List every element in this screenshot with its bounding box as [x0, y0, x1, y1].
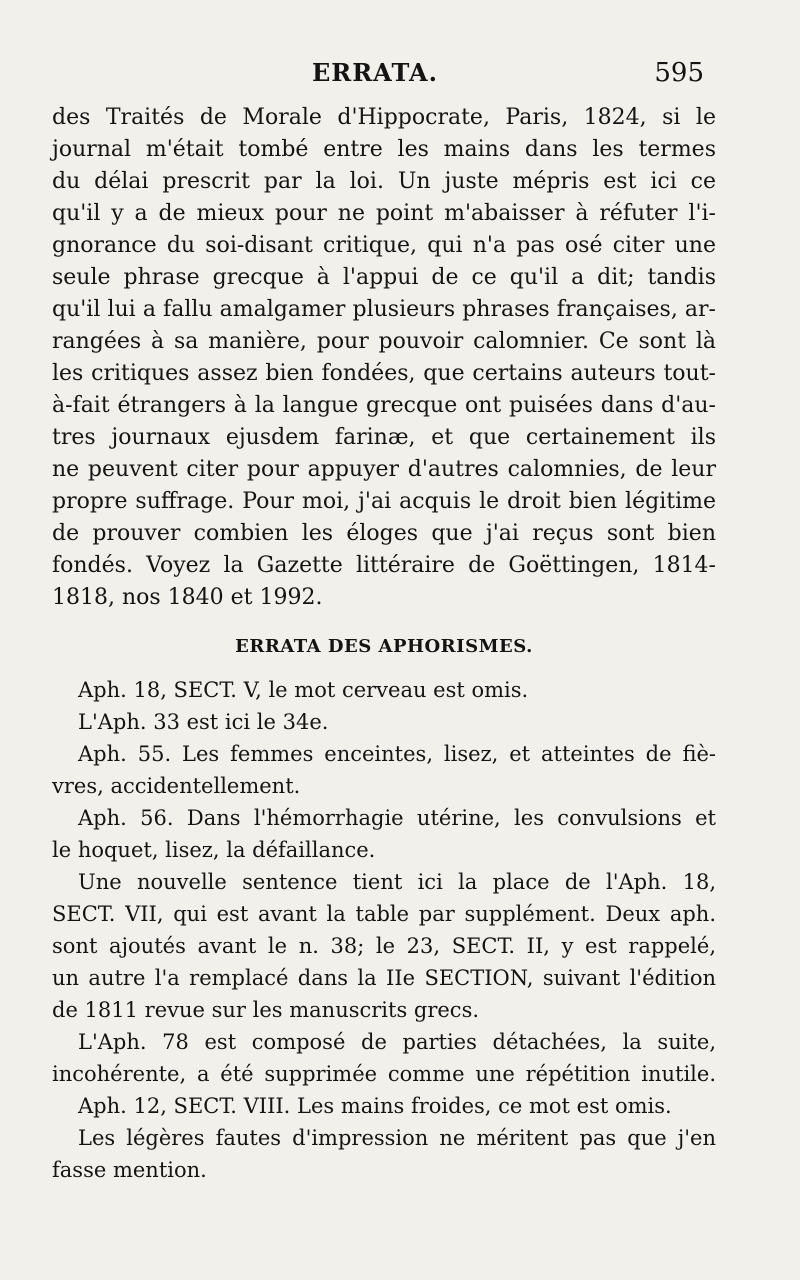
text-line: du délai prescrit par la loi. Un juste mépris est ici ce	[52, 169, 716, 194]
errata-line: L'Aph. 78 est composé de parties détachées, la suite,	[78, 1030, 716, 1054]
text-line: des Traités de Morale d'Hippocrate, Paris, 1824, si le	[52, 105, 716, 130]
errata-line: le hoquet, lisez, la défaillance.	[52, 838, 376, 862]
errata-line: de 1811 revue sur les manuscrits grecs.	[52, 998, 480, 1022]
text-line: rangées à sa manière, pour pouvoir calomnier. Ce sont là	[52, 329, 716, 354]
errata-line: Aph. 55. Les femmes enceintes, lisez, et atteintes de fiè-	[78, 742, 716, 766]
errata-line: SECT. VII, qui est avant la table par supplément. Deux aph.	[52, 902, 716, 926]
text-line: fondés. Voyez la Gazette littéraire de Goëttingen, 1814-	[52, 553, 716, 578]
text-line: ne peuvent citer pour appuyer d'autres calomnies, de leur	[52, 457, 716, 482]
text-line: propre suffrage. Pour moi, j'ai acquis le droit bien légitime	[52, 489, 716, 514]
page-header	[0, 58, 800, 94]
main-paragraph	[52, 102, 716, 614]
errata-line: L'Aph. 33 est ici le 34e.	[78, 710, 329, 734]
errata-line: vres, accidentellement.	[52, 774, 301, 798]
errata-line: Aph. 56. Dans l'hémorrhagie utérine, les convulsions et	[78, 806, 716, 830]
errata-list	[52, 674, 716, 1186]
page-number: 595	[654, 58, 704, 88]
text-line: les critiques assez bien fondées, que certains auteurs tout-	[52, 361, 716, 386]
running-head: ERRATA.	[312, 58, 439, 87]
text-line: de prouver combien les éloges que j'ai reçus sont bien	[52, 521, 716, 546]
errata-line: Aph. 18, SECT. V, le mot cerveau est omis.	[78, 678, 529, 702]
errata-line: Une nouvelle sentence tient ici la place de l'Aph. 18,	[78, 870, 716, 894]
errata-line: Les légères fautes d'impression ne méritent pas que j'en	[78, 1126, 716, 1150]
errata-line: fasse mention.	[52, 1158, 207, 1182]
text-line: 1818, nos 1840 et 1992.	[52, 585, 323, 610]
text-line: à-fait étrangers à la langue grecque ont puisées dans d'au-	[52, 393, 716, 418]
text-line: qu'il lui a fallu amalgamer plusieurs phrases françaises, ar-	[52, 297, 716, 322]
text-line: seule phrase grecque à l'appui de ce qu'il a dit; tandis	[52, 265, 716, 290]
text-line: qu'il y a de mieux pour ne point m'abaisser à réfuter l'i-	[52, 201, 716, 226]
text-line: tres journaux ejusdem farinæ, et que certainement ils	[52, 425, 716, 450]
errata-line: Aph. 12, SECT. VIII. Les mains froides, ce mot est omis.	[78, 1094, 672, 1118]
errata-line: un autre l'a remplacé dans la IIe SECTION, suivant l'édition	[52, 966, 716, 990]
page-body	[52, 102, 716, 1186]
errata-line: incohérente, a été supprimée comme une répétition inutile.	[52, 1062, 716, 1086]
text-line: journal m'était tombé entre les mains dans les termes	[52, 137, 716, 162]
errata-line: sont ajoutés avant le n. 38; le 23, SECT. II, y est rappelé,	[52, 934, 716, 958]
text-line: gnorance du soi-disant critique, qui n'a pas osé citer une	[52, 233, 716, 258]
section-title: ERRATA DES APHORISMES.	[235, 636, 533, 657]
